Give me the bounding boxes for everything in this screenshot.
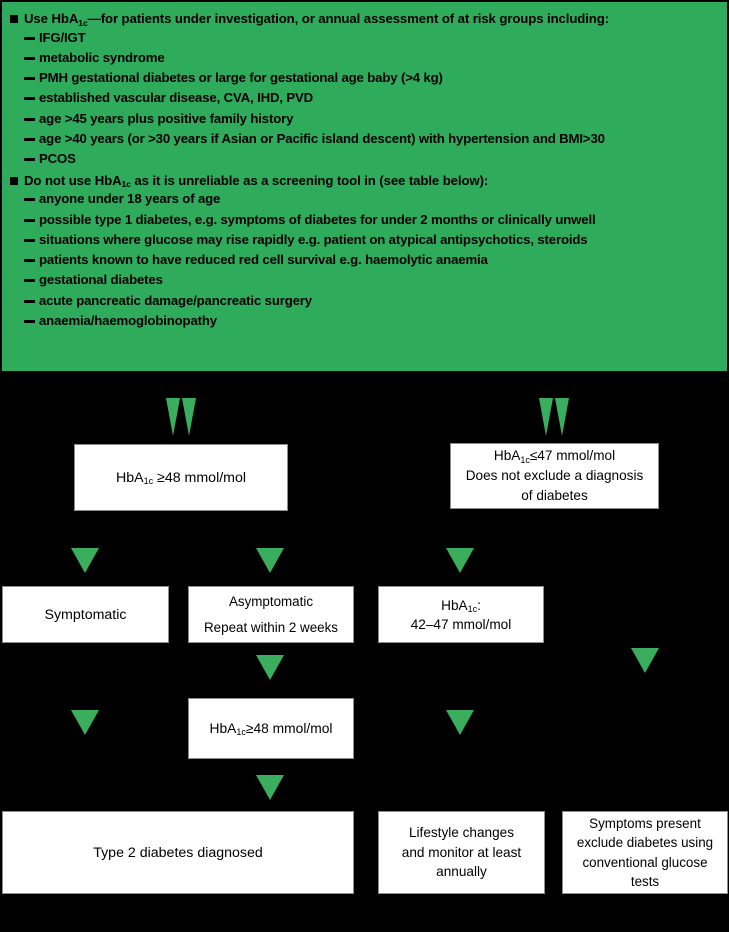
- box-hba1c-42-47-text: [411, 596, 512, 634]
- list-item: [10, 149, 721, 169]
- subscript-1c: 1c: [520, 454, 530, 465]
- dash-bullet-icon: [24, 230, 39, 242]
- guidance-block-heading: [10, 172, 721, 190]
- arrow-to-type2-center-icon: [256, 775, 284, 800]
- box-line-1: Lifestyle changes: [408, 825, 515, 841]
- box-line-3: conventional glucose: [582, 854, 708, 870]
- box-hba1c-ge48-top-label: HbA$_{1c}$ ≥48 mmol/mol: [115, 469, 247, 486]
- box-line-2: exclude diabetes using: [576, 835, 714, 850]
- guidance-item-label: situations where glucose may rise rapidly e.g. patient on atypical antipsychotics, steroids: [39, 231, 588, 247]
- arrow-to-symptomatic-icon: [71, 548, 99, 573]
- square-bullet-icon: [10, 10, 24, 23]
- dash-bullet-icon: [24, 68, 39, 80]
- line-gap: [204, 611, 338, 618]
- guidance-item-label: IFG/IGT: [39, 29, 86, 45]
- box-hba1c-le47: [450, 443, 659, 509]
- guidance-panel: [2, 2, 727, 371]
- arrow-to-hba1c-42-47-icon: [446, 548, 474, 573]
- box-line-1: Asymptomatic: [228, 594, 314, 609]
- box-line-3: annually: [436, 864, 487, 880]
- dash-bullet-icon: [24, 149, 39, 161]
- guidance-item-label: possible type 1 diabetes, e.g. symptoms of diabetes for under 2 months or clinically unwell: [39, 211, 596, 227]
- subscript-1c: 1c: [121, 179, 131, 190]
- list-item: [10, 230, 721, 250]
- guidance-item-label: acute pancreatic damage/pancreatic surgery: [39, 292, 312, 308]
- guidance-item-label: age >45 years plus positive family history: [39, 110, 294, 126]
- arrow-to-type2-left-icon: [71, 710, 99, 735]
- dash-bullet-icon: [24, 48, 39, 60]
- box-line-1: HbA$_{1c}$:: [441, 597, 481, 614]
- guidance-block-2-heading: Do not use HbA$_{1c}$ as it is unreliable as a screening tool in (see table below):: [24, 172, 489, 190]
- dash-bullet-icon: [24, 270, 39, 282]
- box-line-2: 42–47 mmol/mol: [410, 616, 512, 632]
- box-asymptomatic: [188, 586, 354, 643]
- guidance-block-heading: [10, 10, 721, 28]
- guidance-item-label: metabolic syndrome: [39, 49, 165, 65]
- box-hba1c-ge48-mid-label: HbA$_{1c}$≥48 mmol/mol: [209, 720, 333, 737]
- guidance-item-label: anaemia/haemoglobinopathy: [39, 313, 217, 329]
- arrow-to-hba1c-le47-icon: [539, 398, 569, 436]
- box-type2-diagnosed-label: Type 2 diabetes diagnosed: [93, 844, 263, 861]
- guidance-item-label: established vascular disease, CVA, IHD, PVD: [39, 90, 314, 106]
- dash-bullet-icon: [24, 129, 39, 141]
- subscript-1c: 1c: [236, 727, 246, 737]
- guidance-item-label: PCOS: [39, 151, 76, 167]
- arrow-to-symptoms-present-icon: [631, 648, 659, 673]
- guidance-item-label: anyone under 18 years of age: [39, 191, 221, 207]
- box-type2-diagnosed: [2, 811, 354, 894]
- box-hba1c-ge48-top: [74, 444, 288, 511]
- box-line-1: HbA$_{1c}$≤47 mmol/mol: [493, 448, 616, 465]
- box-lifestyle: [378, 811, 545, 894]
- list-item: [10, 250, 721, 270]
- box-symptoms-present: [562, 811, 728, 894]
- box-hba1c-ge48-mid: [188, 698, 354, 759]
- dash-bullet-icon: [24, 210, 39, 222]
- box-line-1: Symptoms present: [589, 815, 701, 831]
- box-asymptomatic-text: [204, 592, 338, 637]
- box-line-3: of diabetes: [521, 488, 588, 503]
- list-item: [10, 210, 721, 230]
- dash-bullet-icon: [24, 291, 39, 303]
- list-item: [10, 129, 721, 149]
- list-item: [10, 291, 721, 311]
- list-item: [10, 270, 721, 290]
- box-hba1c-42-47: [378, 586, 544, 643]
- box-line-2: Repeat within 2 weeks: [204, 620, 338, 635]
- box-hba1c-le47-text: [466, 446, 644, 506]
- list-item: [10, 88, 721, 108]
- box-symptomatic-label: Symptomatic: [44, 606, 127, 623]
- guidance-item-label: patients known to have reduced red cell survival e.g. haemolytic anaemia: [39, 252, 488, 268]
- box-symptoms-present-text: [577, 814, 713, 892]
- arrow-to-hba1c-ge48-mid-icon: [256, 655, 284, 680]
- arrow-to-asymptomatic-icon: [256, 548, 284, 573]
- dash-bullet-icon: [24, 311, 39, 323]
- subscript-1c: 1c: [467, 604, 478, 614]
- box-line-2: Does not exclude a diagnosis: [465, 468, 644, 483]
- box-line-2: and monitor at least: [401, 844, 522, 860]
- list-item: [10, 68, 721, 88]
- guidance-item-label: PMH gestational diabetes or large for gestational age baby (>4 kg): [39, 70, 443, 86]
- list-item: [10, 28, 721, 48]
- list-item: [10, 48, 721, 68]
- box-line-4: tests: [630, 874, 660, 889]
- dash-bullet-icon: [24, 88, 39, 100]
- box-lifestyle-text: [402, 823, 521, 882]
- dash-bullet-icon: [24, 189, 39, 201]
- arrow-to-hba1c-ge48-top-icon: [166, 398, 196, 436]
- guidance-item-label: gestational diabetes: [39, 272, 163, 288]
- box-symptomatic: [2, 586, 169, 643]
- arrow-to-lifestyle-icon: [446, 710, 474, 735]
- subscript-1c: 1c: [143, 476, 154, 486]
- square-bullet-icon: [10, 172, 24, 185]
- list-item: [10, 109, 721, 129]
- subscript-1c: 1c: [78, 17, 88, 28]
- guidance-block-1-heading: Use HbA$_{1c}$—for patients under investigation, or annual assessment of at risk groups including:: [24, 11, 610, 28]
- dash-bullet-icon: [24, 109, 39, 121]
- guidance-item-label: age >40 years (or >30 years if Asian or Pacific island descent) with hypertension and BMI>30: [39, 131, 605, 147]
- list-item: [10, 189, 721, 209]
- dash-bullet-icon: [24, 250, 39, 262]
- dash-bullet-icon: [24, 28, 39, 40]
- list-item: [10, 311, 721, 331]
